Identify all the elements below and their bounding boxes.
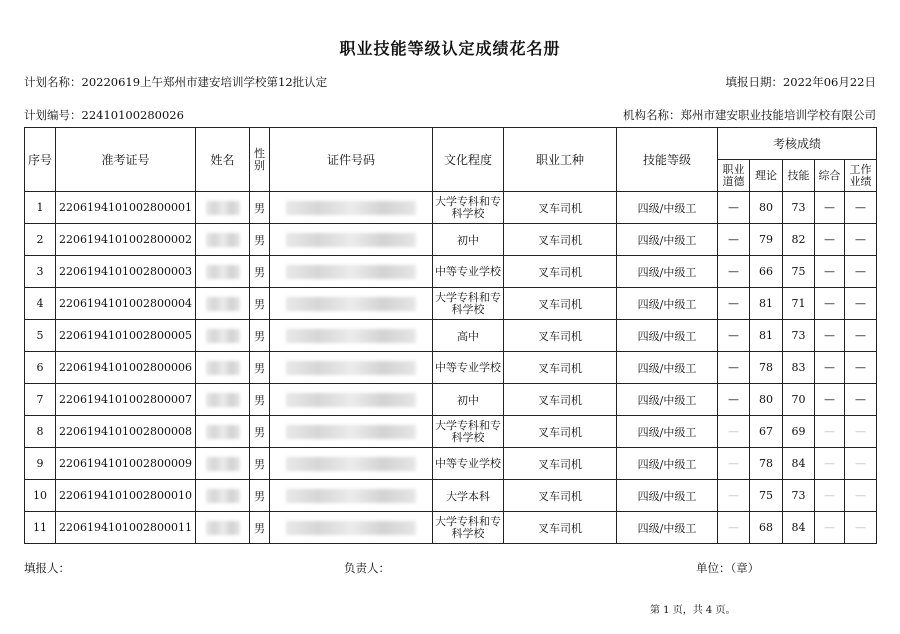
redacted-name-blur <box>206 233 240 247</box>
row-name-redacted <box>196 384 250 416</box>
row-sex: 男 <box>250 192 270 224</box>
redacted-name-blur <box>206 393 240 407</box>
row-occupation: 叉车司机 <box>504 192 617 224</box>
row-sex: 男 <box>250 256 270 288</box>
row-skill-level: 四级/中级工 <box>617 448 718 480</box>
redacted-id-blur <box>286 393 416 407</box>
row-sex: 男 <box>250 448 270 480</box>
row-sex: 男 <box>250 416 270 448</box>
row-id-redacted <box>270 224 433 256</box>
table-row <box>25 384 877 416</box>
row-score-theory: 81 <box>750 288 783 320</box>
row-id-redacted <box>270 512 433 544</box>
header-score-moral: 职业道德 <box>718 160 750 192</box>
redacted-id-blur <box>286 521 416 535</box>
row-id-redacted <box>270 416 433 448</box>
row-skill-level: 四级/中级工 <box>617 320 718 352</box>
row-seq: 4 <box>25 288 56 320</box>
row-score-work: — <box>845 288 877 320</box>
redacted-id-blur <box>286 201 416 215</box>
header-score-skill: 技能 <box>783 160 815 192</box>
table-row <box>25 448 877 480</box>
row-score-total: — <box>815 416 845 448</box>
row-id-redacted <box>270 320 433 352</box>
row-score-skill: 73 <box>783 320 815 352</box>
row-seq: 9 <box>25 448 56 480</box>
row-sex: 男 <box>250 512 270 544</box>
header-id-no: 证件号码 <box>270 128 433 192</box>
row-id-redacted <box>270 384 433 416</box>
row-education: 中等专业学校 <box>433 256 504 288</box>
row-skill-level: 四级/中级工 <box>617 224 718 256</box>
row-score-total: — <box>815 480 845 512</box>
row-name-redacted <box>196 416 250 448</box>
row-score-work: — <box>845 512 877 544</box>
header-score-theory: 理论 <box>750 160 783 192</box>
row-score-theory: 79 <box>750 224 783 256</box>
row-skill-level: 四级/中级工 <box>617 288 718 320</box>
redacted-name-blur <box>206 329 240 343</box>
row-name-redacted <box>196 352 250 384</box>
row-id-redacted <box>270 192 433 224</box>
row-score-skill: 84 <box>783 512 815 544</box>
row-score-moral: — <box>718 256 750 288</box>
page-title: 职业技能等级认定成绩花名册 <box>339 39 561 58</box>
row-score-moral: — <box>718 448 750 480</box>
row-score-work: — <box>845 352 877 384</box>
redacted-id-blur <box>286 361 416 375</box>
row-score-work: — <box>845 416 877 448</box>
row-exam-no: 2206194101002800004 <box>56 288 196 320</box>
row-skill-level: 四级/中级工 <box>617 384 718 416</box>
row-name-redacted <box>196 256 250 288</box>
row-exam-no: 2206194101002800011 <box>56 512 196 544</box>
header-occupation: 职业工种 <box>504 128 617 192</box>
row-score-moral: — <box>718 320 750 352</box>
row-id-redacted <box>270 480 433 512</box>
row-education: 初中 <box>433 224 504 256</box>
table-row <box>25 352 877 384</box>
row-seq: 1 <box>25 192 56 224</box>
header-score-total: 综合 <box>815 160 845 192</box>
row-education: 高中 <box>433 320 504 352</box>
row-score-work: — <box>845 320 877 352</box>
row-education: 大学专科和专科学校 <box>433 288 504 320</box>
row-score-skill: 84 <box>783 448 815 480</box>
header-scores: 考核成绩 <box>718 128 877 160</box>
row-score-total: — <box>815 288 845 320</box>
row-name-redacted <box>196 448 250 480</box>
row-score-work: — <box>845 224 877 256</box>
redacted-id-blur <box>286 489 416 503</box>
row-score-work: — <box>845 448 877 480</box>
row-exam-no: 2206194101002800005 <box>56 320 196 352</box>
row-score-skill: 69 <box>783 416 815 448</box>
redacted-name-blur <box>206 425 240 439</box>
row-score-total: — <box>815 320 845 352</box>
row-seq: 5 <box>25 320 56 352</box>
row-sex: 男 <box>250 384 270 416</box>
row-seq: 3 <box>25 256 56 288</box>
header-skill-level: 技能等级 <box>617 128 718 192</box>
row-score-total: — <box>815 256 845 288</box>
row-score-skill: 82 <box>783 224 815 256</box>
row-name-redacted <box>196 192 250 224</box>
redacted-name-blur <box>206 489 240 503</box>
row-id-redacted <box>270 448 433 480</box>
plan-number: 计划编号：22410100280026 <box>24 108 184 122</box>
score-table <box>24 127 877 544</box>
row-score-work: — <box>845 384 877 416</box>
row-sex: 男 <box>250 352 270 384</box>
row-score-theory: 66 <box>750 256 783 288</box>
row-score-skill: 83 <box>783 352 815 384</box>
plan-name: 计划名称：20220619上午郑州市建安培训学校第12批认定 <box>24 75 328 89</box>
redacted-name-blur <box>206 201 240 215</box>
organization-name: 机构名称：郑州市建安职业技能培训学校有限公司 <box>623 108 876 122</box>
row-id-redacted <box>270 256 433 288</box>
unit-seal-label: 单位：（章） <box>696 561 760 575</box>
row-occupation: 叉车司机 <box>504 384 617 416</box>
row-score-work: — <box>845 192 877 224</box>
row-seq: 10 <box>25 480 56 512</box>
row-education: 中等专业学校 <box>433 352 504 384</box>
filler-label: 填报人： <box>24 561 70 575</box>
row-score-skill: 71 <box>783 288 815 320</box>
row-id-redacted <box>270 288 433 320</box>
table-row <box>25 480 877 512</box>
table-body <box>25 192 877 544</box>
redacted-name-blur <box>206 265 240 279</box>
row-score-theory: 75 <box>750 480 783 512</box>
row-score-total: — <box>815 192 845 224</box>
row-skill-level: 四级/中级工 <box>617 256 718 288</box>
redacted-name-blur <box>206 521 240 535</box>
row-exam-no: 2206194101002800008 <box>56 416 196 448</box>
row-skill-level: 四级/中级工 <box>617 512 718 544</box>
row-education: 初中 <box>433 384 504 416</box>
row-seq: 11 <box>25 512 56 544</box>
row-occupation: 叉车司机 <box>504 416 617 448</box>
row-score-theory: 78 <box>750 448 783 480</box>
row-education: 大学专科和专科学校 <box>433 192 504 224</box>
table-row <box>25 512 877 544</box>
row-name-redacted <box>196 480 250 512</box>
row-skill-level: 四级/中级工 <box>617 480 718 512</box>
row-skill-level: 四级/中级工 <box>617 192 718 224</box>
row-name-redacted <box>196 512 250 544</box>
table-row <box>25 320 877 352</box>
header-exam-no: 准考证号 <box>56 128 196 192</box>
row-sex: 男 <box>250 288 270 320</box>
row-education: 大学专科和专科学校 <box>433 416 504 448</box>
row-sex: 男 <box>250 320 270 352</box>
row-score-total: — <box>815 352 845 384</box>
table-row <box>25 416 877 448</box>
row-exam-no: 2206194101002800007 <box>56 384 196 416</box>
redacted-id-blur <box>286 329 416 343</box>
row-seq: 7 <box>25 384 56 416</box>
row-education: 中等专业学校 <box>433 448 504 480</box>
row-seq: 8 <box>25 416 56 448</box>
redacted-id-blur <box>286 265 416 279</box>
row-sex: 男 <box>250 224 270 256</box>
row-score-theory: 80 <box>750 384 783 416</box>
row-score-moral: — <box>718 288 750 320</box>
header-seq: 序号 <box>25 128 56 192</box>
row-occupation: 叉车司机 <box>504 352 617 384</box>
row-skill-level: 四级/中级工 <box>617 352 718 384</box>
row-score-work: — <box>845 480 877 512</box>
row-exam-no: 2206194101002800009 <box>56 448 196 480</box>
row-exam-no: 2206194101002800002 <box>56 224 196 256</box>
redacted-id-blur <box>286 425 416 439</box>
row-score-theory: 78 <box>750 352 783 384</box>
row-score-moral: — <box>718 224 750 256</box>
row-score-moral: — <box>718 512 750 544</box>
redacted-id-blur <box>286 233 416 247</box>
row-score-theory: 80 <box>750 192 783 224</box>
row-score-moral: — <box>718 384 750 416</box>
row-name-redacted <box>196 288 250 320</box>
row-score-total: — <box>815 224 845 256</box>
row-id-redacted <box>270 352 433 384</box>
row-score-skill: 73 <box>783 480 815 512</box>
table-row <box>25 256 877 288</box>
fill-date: 填报日期：2022年06月22日 <box>725 75 876 89</box>
header-sex: 性别 <box>250 128 270 192</box>
row-occupation: 叉车司机 <box>504 448 617 480</box>
row-occupation: 叉车司机 <box>504 288 617 320</box>
table-row <box>25 288 877 320</box>
redacted-name-blur <box>206 457 240 471</box>
row-occupation: 叉车司机 <box>504 480 617 512</box>
row-exam-no: 2206194101002800010 <box>56 480 196 512</box>
table-row <box>25 224 877 256</box>
row-education: 大学本科 <box>433 480 504 512</box>
header-education: 文化程度 <box>433 128 504 192</box>
row-education: 大学专科和专科学校 <box>433 512 504 544</box>
row-occupation: 叉车司机 <box>504 320 617 352</box>
redacted-name-blur <box>206 297 240 311</box>
page-indicator: 第 1 页，共 4 页。 <box>650 605 736 616</box>
redacted-id-blur <box>286 457 416 471</box>
row-exam-no: 2206194101002800003 <box>56 256 196 288</box>
responsible-label: 负责人： <box>344 561 390 575</box>
row-score-total: — <box>815 512 845 544</box>
row-occupation: 叉车司机 <box>504 512 617 544</box>
row-score-moral: — <box>718 416 750 448</box>
row-seq: 2 <box>25 224 56 256</box>
row-score-moral: — <box>718 480 750 512</box>
row-score-moral: — <box>718 192 750 224</box>
row-name-redacted <box>196 224 250 256</box>
row-sex: 男 <box>250 480 270 512</box>
redacted-name-blur <box>206 361 240 375</box>
header-score-work: 工作业绩 <box>845 160 877 192</box>
row-exam-no: 2206194101002800001 <box>56 192 196 224</box>
row-score-skill: 73 <box>783 192 815 224</box>
redacted-id-blur <box>286 297 416 311</box>
row-score-total: — <box>815 448 845 480</box>
row-score-moral: — <box>718 352 750 384</box>
row-score-theory: 81 <box>750 320 783 352</box>
row-score-total: — <box>815 384 845 416</box>
row-seq: 6 <box>25 352 56 384</box>
row-score-theory: 68 <box>750 512 783 544</box>
header-name: 姓名 <box>196 128 250 192</box>
row-exam-no: 2206194101002800006 <box>56 352 196 384</box>
row-name-redacted <box>196 320 250 352</box>
row-score-work: — <box>845 256 877 288</box>
row-occupation: 叉车司机 <box>504 256 617 288</box>
table-row <box>25 192 877 224</box>
row-score-skill: 70 <box>783 384 815 416</box>
row-occupation: 叉车司机 <box>504 224 617 256</box>
row-score-theory: 67 <box>750 416 783 448</box>
row-skill-level: 四级/中级工 <box>617 416 718 448</box>
row-score-skill: 75 <box>783 256 815 288</box>
